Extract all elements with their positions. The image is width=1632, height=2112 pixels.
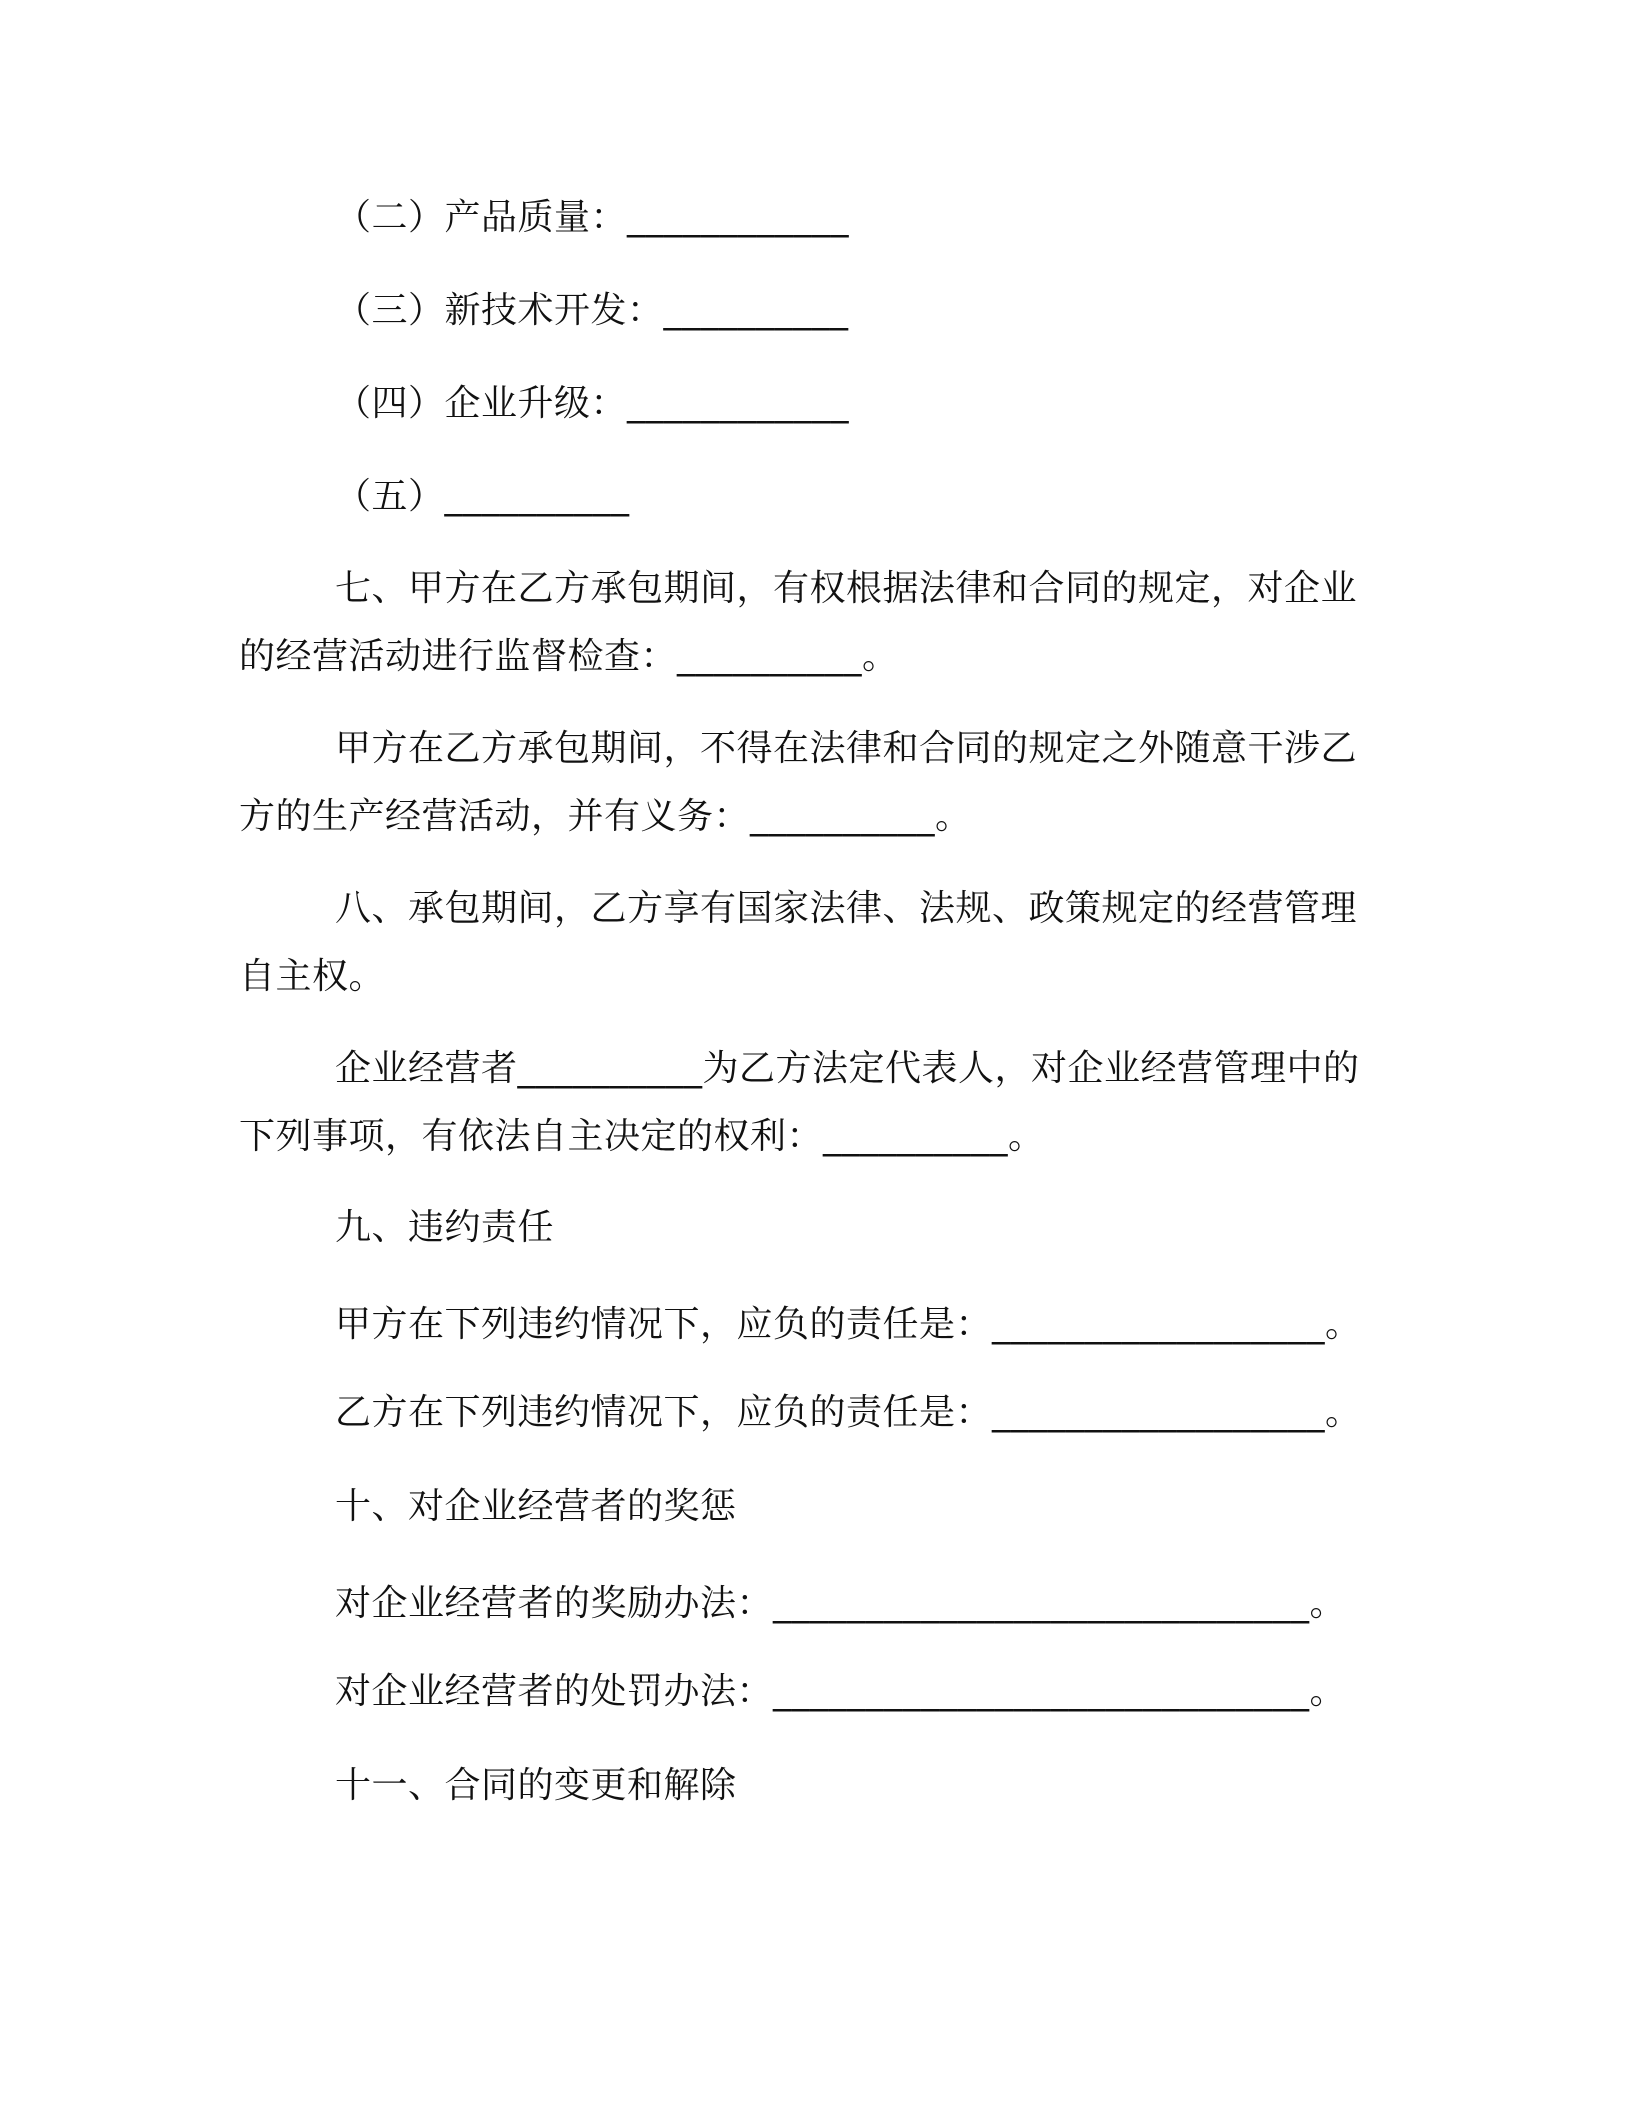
item-5-blank: （五）__________	[335, 476, 630, 517]
clause-8-line-1: 八、承包期间，乙方享有国家法律、法规、政策规定的经营管理	[335, 888, 1358, 929]
clause-8b-line-2: 下列事项，有依法自主决定的权利：__________。	[239, 1116, 1045, 1157]
clause-9-party-a: 甲方在下列违约情况下，应负的责任是：__________________。	[335, 1304, 1362, 1345]
clause-9-heading: 九、违约责任	[335, 1207, 555, 1248]
clause-7-line-1: 七、甲方在乙方承包期间，有权根据法律和合同的规定，对企业	[335, 568, 1358, 609]
clause-8b-line-1: 企业经营者__________为乙方法定代表人，对企业经营管理中的	[335, 1048, 1360, 1089]
clause-7b-line-2: 方的生产经营活动，并有义务：__________。	[239, 796, 972, 837]
item-3-new-tech: （三）新技术开发：__________	[335, 290, 849, 331]
clause-8-line-2: 自主权。	[239, 956, 386, 997]
clause-10-reward: 对企业经营者的奖励办法：_____________________________。	[335, 1583, 1347, 1624]
clause-9-party-b: 乙方在下列违约情况下，应负的责任是：__________________。	[335, 1392, 1362, 1433]
clause-10-heading: 十、对企业经营者的奖惩	[335, 1486, 737, 1527]
clause-7b-line-1: 甲方在乙方承包期间，不得在法律和合同的规定之外随意干涉乙	[335, 728, 1358, 769]
clause-7-line-2: 的经营活动进行监督检查：__________。	[239, 636, 899, 677]
item-4-upgrade: （四）企业升级：____________	[335, 383, 850, 424]
clause-10-penalty: 对企业经营者的处罚办法：_____________________________。	[335, 1671, 1347, 1712]
clause-11-heading: 十一、合同的变更和解除	[335, 1765, 737, 1806]
item-2-product-quality: （二）产品质量：____________	[335, 197, 850, 238]
